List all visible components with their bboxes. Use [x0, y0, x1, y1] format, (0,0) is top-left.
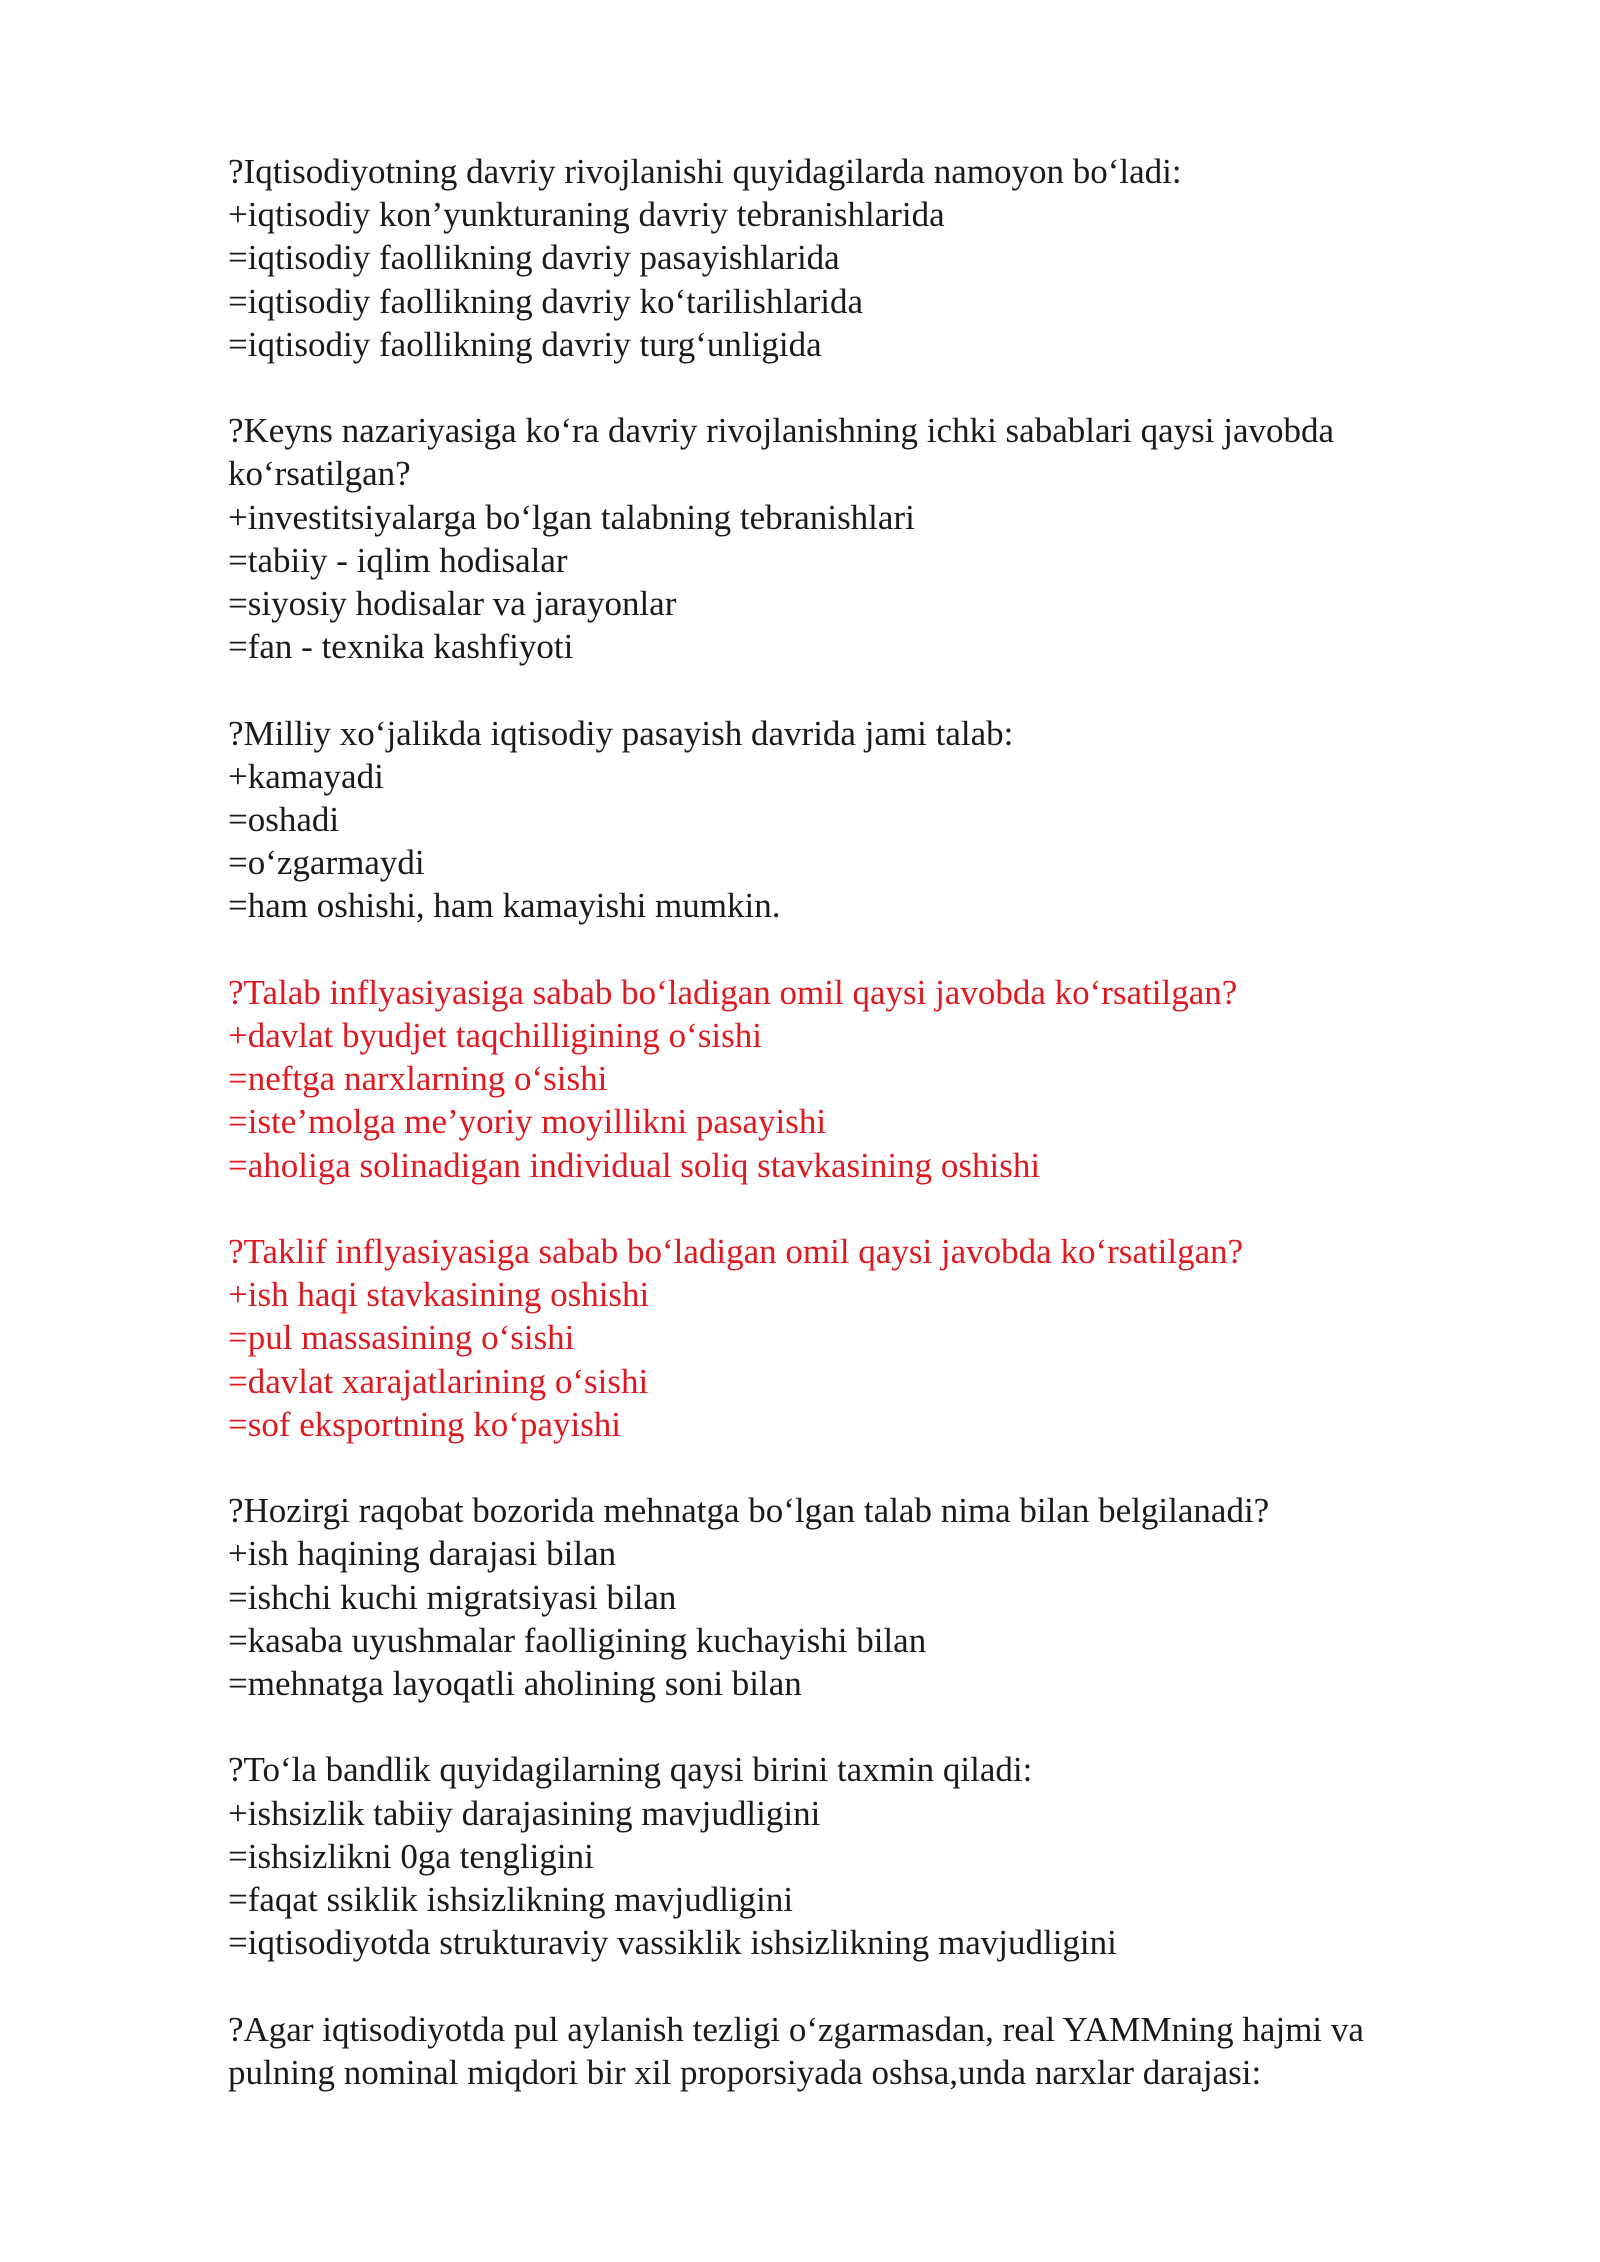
answer-option: =o‘zgarmaydi	[228, 843, 425, 883]
question-text: ?To‘la bandlik quyidagilarning qaysi birini taxmin qiladi:	[228, 1750, 1033, 1790]
answer-option: =iste’molga me’yoriy moyillikni pasayishi	[228, 1102, 827, 1142]
question-block-4-highlighted	[228, 971, 1478, 1187]
question-text: ?Iqtisodiyotning davriy rivojlanishi quyidagilarda namoyon bo‘ladi:	[228, 152, 1182, 191]
answer-option: =ham oshishi, ham kamayishi mumkin.	[228, 886, 781, 926]
answer-option: =davlat xarajatlarining o‘sishi	[228, 1361, 649, 1401]
answer-option: =iqtisodiy faollikning davriy pasayishlarida	[228, 238, 840, 278]
correct-answer: +davlat byudjet taqchilligining o‘sishi	[228, 1016, 762, 1056]
question-block-7	[228, 1748, 1478, 1964]
question-block-1	[228, 150, 1478, 366]
answer-option: =tabiiy - iqlim hodisalar	[228, 540, 568, 580]
question-text-continued: ko‘rsatilgan?	[228, 454, 411, 494]
answer-option: =faqat ssiklik ishsizlikning mavjudligini	[228, 1880, 794, 1920]
correct-answer: +investitsiyalarga bo‘lgan talabning tebranishlari	[228, 497, 915, 537]
answer-option: =fan - texnika kashfiyoti	[228, 627, 574, 667]
question-block-2	[228, 409, 1478, 668]
question-text: ?Agar iqtisodiyotda pul aylanish tezligi o‘zgarmasdan, real YAMMning hajmi va	[228, 2009, 1364, 2049]
answer-option: =iqtisodiy faollikning davriy ko‘tarilishlarida	[228, 281, 864, 321]
correct-answer: +ishsizlik tabiiy darajasining mavjudligini	[228, 1793, 821, 1833]
answer-option: =ishchi kuchi migratsiyasi bilan	[228, 1577, 677, 1617]
correct-answer: +iqtisodiy kon’yunkturaning davriy tebranishlarida	[228, 195, 945, 235]
correct-answer: +ish haqi stavkasining oshishi	[228, 1275, 650, 1315]
correct-answer: +kamayadi	[228, 756, 384, 796]
question-text: ?Milliy xo‘jalikda iqtisodiy pasayish davrida jami talab:	[228, 713, 1014, 753]
question-block-6	[228, 1489, 1478, 1705]
question-text: ?Talab inflyasiyasiga sabab bo‘ladigan omil qaysi javobda ko‘rsatilgan?	[228, 972, 1238, 1012]
question-block-8	[228, 2008, 1478, 2094]
question-text: ?Taklif inflyasiyasiga sabab bo‘ladigan omil qaysi javobda ko‘rsatilgan?	[228, 1232, 1244, 1272]
answer-option: =ishsizlikni 0ga tengligini	[228, 1836, 594, 1876]
answer-option: =mehnatga layoqatli aholining soni bilan	[228, 1664, 802, 1704]
question-text: ?Hozirgi raqobat bozorida mehnatga bo‘lgan talab nima bilan belgilanadi?	[228, 1491, 1270, 1531]
document-page	[228, 150, 1478, 2137]
answer-option: =neftga narxlarning o‘sishi	[228, 1059, 608, 1099]
answer-option: =oshadi	[228, 800, 340, 840]
answer-option: =sof eksportning ko‘payishi	[228, 1404, 622, 1444]
answer-option: =iqtisodiyotda strukturaviy vassiklik ishsizlikning mavjudligini	[228, 1923, 1117, 1963]
answer-option: =pul massasining o‘sishi	[228, 1318, 575, 1358]
question-block-3	[228, 712, 1478, 928]
question-text: ?Keyns nazariyasiga ko‘ra davriy rivojlanishning ichki sabablari qaysi javobda	[228, 411, 1335, 451]
question-block-5-highlighted	[228, 1230, 1478, 1446]
answer-option: =iqtisodiy faollikning davriy turg‘unligida	[228, 324, 822, 364]
answer-option: =kasaba uyushmalar faolligining kuchayishi bilan	[228, 1620, 927, 1660]
question-text-continued: pulning nominal miqdori bir xil proporsiyada oshsa,unda narxlar darajasi:	[228, 2052, 1262, 2092]
correct-answer: +ish haqining darajasi bilan	[228, 1534, 617, 1574]
answer-option: =aholiga solinadigan individual soliq stavkasining oshishi	[228, 1145, 1041, 1185]
answer-option: =siyosiy hodisalar va jarayonlar	[228, 584, 677, 624]
